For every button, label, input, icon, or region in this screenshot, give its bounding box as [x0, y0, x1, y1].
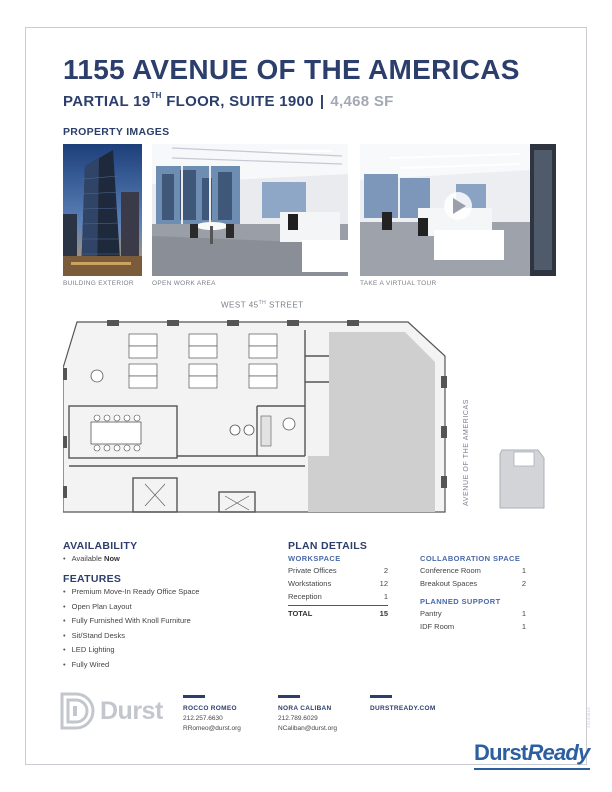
row-value: 1 — [521, 622, 526, 631]
row-value: 1 — [383, 592, 388, 601]
page-title: 1155 AVENUE OF THE AMERICAS — [63, 54, 520, 85]
row-label: Conference Room — [420, 566, 481, 575]
features-list — [63, 587, 199, 674]
page-subtitle — [63, 93, 394, 110]
subtitle-separator: | — [319, 93, 325, 110]
durst-wordmark: Durst — [100, 696, 163, 725]
ready-logo-ready: Ready — [527, 740, 590, 765]
ready-logo-durst: Durst — [474, 740, 528, 765]
durst-d-icon — [60, 692, 96, 730]
collaboration-heading: COLLABORATION SPACE — [420, 554, 521, 563]
table-row — [288, 577, 388, 590]
avenue-label: AVENUE OF THE AMERICAS — [463, 398, 470, 506]
row-label: Workstations — [288, 579, 332, 588]
floor-plan — [63, 316, 463, 519]
availability-value: Now — [104, 554, 120, 563]
virtual-tour-photo[interactable] — [360, 144, 556, 276]
row-value: 2 — [521, 579, 526, 588]
workspace-heading: WORKSPACE — [288, 554, 341, 563]
feature-item: • Fully Furnished With Knoll Furniture — [63, 616, 199, 625]
total-label: TOTAL — [288, 608, 313, 618]
row-label: Breakout Spaces — [420, 579, 478, 588]
collaboration-table — [420, 564, 526, 590]
website-block — [370, 704, 436, 714]
table-row — [420, 607, 526, 620]
caption-open-work-area: OPEN WORK AREA — [152, 280, 216, 287]
key-plan — [498, 446, 546, 515]
row-value: 1 — [521, 566, 526, 575]
row-label: Pantry — [420, 609, 442, 618]
contact-card — [183, 704, 241, 734]
ready-logo-underline — [474, 768, 590, 770]
caption-virtual-tour: TAKE A VIRTUAL TOUR — [360, 280, 437, 287]
availability-heading: AVAILABILITY — [63, 540, 138, 552]
contact-divider — [183, 695, 205, 698]
support-table — [420, 607, 526, 633]
building-exterior-photo[interactable] — [63, 144, 142, 276]
feature-item: • Premium Move-In Ready Office Space — [63, 587, 199, 596]
row-label: IDF Room — [420, 622, 455, 631]
website-link[interactable]: DURSTREADY.COM — [370, 705, 436, 712]
availability-list — [63, 554, 120, 569]
caption-building-exterior: BUILDING EXTERIOR — [63, 280, 134, 287]
table-row — [420, 620, 526, 633]
workspace-table — [288, 564, 388, 620]
street-label-text: WEST 45 — [221, 300, 259, 310]
availability-item — [63, 554, 120, 563]
contact-phone[interactable]: 212.257.6630 — [183, 715, 223, 722]
feature-item: • Open Plan Layout — [63, 602, 199, 611]
street-label-suffix: STREET — [266, 300, 304, 310]
row-label: Reception — [288, 592, 322, 601]
row-label: Private Offices — [288, 566, 337, 575]
contact-name: ROCCO ROMEO — [183, 705, 237, 712]
features-heading: FEATURES — [63, 573, 122, 585]
row-value: 2 — [383, 566, 388, 575]
subtitle-suite: FLOOR, SUITE 1900 — [161, 93, 314, 110]
total-value: 15 — [379, 608, 388, 618]
contact-phone[interactable]: 212.789.6029 — [278, 715, 318, 722]
document-code: 20200818 — [586, 707, 591, 728]
availability-label: Available — [71, 554, 102, 563]
feature-item: • LED Lighting — [63, 645, 199, 654]
open-work-area-photo[interactable] — [152, 144, 348, 276]
contact-divider — [278, 695, 300, 698]
table-row — [288, 590, 388, 603]
street-label — [221, 300, 304, 310]
table-row — [420, 564, 526, 577]
table-row — [288, 564, 388, 577]
contact-email[interactable]: RRomeo@durst.org — [183, 725, 241, 732]
property-images-heading: PROPERTY IMAGES — [63, 126, 170, 138]
contact-name: NORA CALIBAN — [278, 705, 332, 712]
square-footage: 4,468 SF — [330, 93, 394, 110]
feature-item: • Sit/Stand Desks — [63, 631, 199, 640]
contact-divider — [370, 695, 392, 698]
feature-item: • Fully Wired — [63, 660, 199, 669]
table-row — [420, 577, 526, 590]
contact-email[interactable]: NCaliban@durst.org — [278, 725, 337, 732]
subtitle-ordinal: TH — [150, 91, 162, 100]
support-heading: PLANNED SUPPORT — [420, 597, 501, 606]
durst-logo[interactable] — [60, 692, 163, 730]
subtitle-floor: PARTIAL 19 — [63, 93, 151, 110]
durst-ready-logo[interactable] — [474, 740, 590, 766]
plan-details-heading: PLAN DETAILS — [288, 540, 368, 552]
row-value: 1 — [521, 609, 526, 618]
total-row — [288, 605, 388, 620]
street-label-ordinal: TH — [258, 300, 267, 306]
row-value: 12 — [379, 579, 388, 588]
contact-card — [278, 704, 337, 734]
